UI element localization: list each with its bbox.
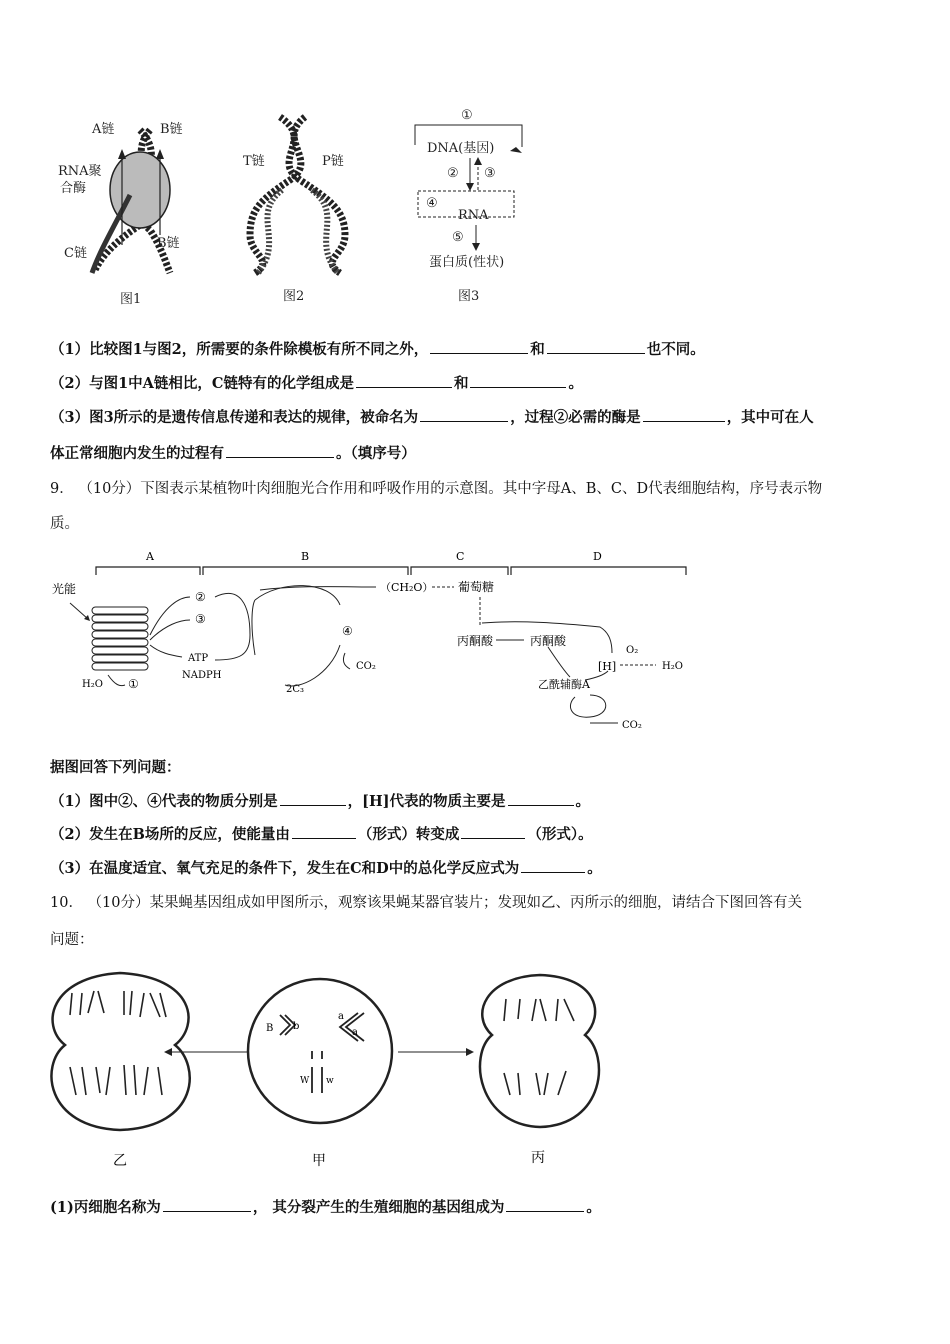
answer-blank[interactable]	[226, 443, 334, 458]
answer-blank[interactable]	[506, 1197, 584, 1212]
parent-strand-1	[250, 117, 305, 273]
cell-bing-membrane	[480, 975, 599, 1127]
arrowhead-reverse	[474, 157, 482, 165]
q9-stem-line1: 9． （10分）下图表示某植物叶肉细胞光合作用和呼吸作用的示意图。其中字母A、B、C、D代表细胞结构，序号表示物	[50, 481, 823, 497]
q8-part2: （2）与图1中A链相比，C链特有的化学组成是 和 。	[50, 375, 583, 392]
answer-blank[interactable]	[280, 791, 346, 806]
gene-a-1: a	[338, 1011, 344, 1022]
citric-acid-cycle	[570, 695, 605, 717]
region-label-a: A	[146, 550, 154, 563]
label-step2: ②	[447, 166, 459, 181]
label-h: [H]	[598, 660, 617, 673]
region-brackets	[96, 567, 686, 575]
cell-jia-membrane	[248, 979, 392, 1123]
label-jia: 甲	[312, 1153, 326, 1169]
answer-blank[interactable]	[643, 407, 725, 422]
answer-blank[interactable]	[292, 824, 356, 839]
region-label-d: D	[593, 550, 602, 563]
arrowhead-jia-to-bing	[466, 1048, 474, 1056]
answer-blank[interactable]	[163, 1197, 251, 1212]
q10-stem-line2: 问题：	[50, 932, 94, 948]
label-dna: DNA(基因)	[427, 141, 495, 156]
caption-fig3: 图3	[458, 289, 480, 304]
label-h2o-right: H₂O	[662, 661, 683, 672]
figure-1-transcription	[58, 122, 183, 307]
gene-a-2: a	[352, 1027, 358, 1038]
caption-fig1: 图1	[120, 292, 142, 307]
q10-part1: (1)丙细胞名称为 ， 其分裂产生的生殖细胞的基因组成为 。	[50, 1199, 601, 1216]
q8-part3-cont: 体正常细胞内发生的过程有 。（填序号）	[50, 445, 416, 462]
region-label-b: B	[301, 550, 310, 563]
arrowhead-left	[118, 149, 126, 159]
gene-w-upper: W	[300, 1076, 310, 1086]
label-atp: ATP	[188, 653, 209, 664]
label-yi: 乙	[113, 1153, 127, 1169]
label-pyruvate-1: 丙酮酸	[457, 634, 494, 648]
answer-blank[interactable]	[430, 339, 528, 354]
arrowhead-jia-to-yi	[164, 1048, 172, 1056]
label-rna-polymerase-1: RNA聚	[58, 164, 102, 179]
label-rna: RNA	[458, 208, 489, 223]
label-chain-p: P链	[322, 154, 344, 169]
label-light-energy: 光能	[52, 582, 77, 596]
answer-blank[interactable]	[420, 407, 508, 422]
label-step1: ①	[461, 108, 473, 123]
label-chain-b-top: B链	[160, 122, 183, 137]
label-co2-in: CO₂	[356, 661, 376, 672]
q9-photosynthesis-respiration-diagram	[0, 545, 950, 740]
parent-strand-2	[280, 117, 345, 273]
answer-blank[interactable]	[508, 791, 574, 806]
label-c2: ②	[195, 590, 206, 604]
label-bing: 丙	[531, 1150, 545, 1166]
thylakoid-stack	[92, 607, 148, 670]
arrow-to-acetyl-coa	[548, 647, 570, 677]
label-chain-c: C链	[64, 246, 87, 261]
q10-stem-line1: 10． （10分）某果蝇基因组成如甲图所示，观察该果蝇某器官装片；发现如乙、丙所示的细胞，请结合下图回答有关	[50, 895, 803, 911]
label-chain-a: A链	[92, 122, 115, 137]
label-ch2o: （CH₂O）	[380, 581, 434, 594]
q8-part3: （3）图3所示的是遗传信息传递和表达的规律，被命名为 ，过程②必需的酶是 ，其中可在人	[50, 409, 814, 426]
loop-arrowhead	[510, 147, 522, 153]
region-label-c: C	[456, 550, 465, 563]
label-c1: ①	[128, 677, 139, 691]
chromosomes-yi	[70, 991, 166, 1095]
label-chain-t: T链	[243, 154, 265, 169]
label-o2: O₂	[626, 645, 639, 656]
label-c4: ④	[342, 624, 353, 638]
label-glucose: 葡萄糖	[458, 580, 495, 594]
q9-part2: （2）发生在B场所的反应，使能量由 （形式）转变成 （形式）。	[50, 826, 593, 843]
figure-3-central-dogma	[415, 108, 522, 304]
label-co2-out: CO₂	[622, 720, 642, 731]
answer-blank[interactable]	[521, 858, 585, 873]
q10-cell-division-diagram	[0, 955, 950, 1180]
label-pyruvate-2: 丙酮酸	[530, 634, 567, 648]
label-h2o-left: H₂O	[82, 679, 103, 690]
figure-top-row	[0, 95, 950, 320]
answer-blank[interactable]	[461, 824, 525, 839]
label-2c3: 2C₃	[286, 684, 305, 695]
q9-intro: 据图回答下列问题：	[50, 759, 181, 776]
answer-blank[interactable]	[547, 339, 645, 354]
q8-part1: （1）比较图1与图2，所需要的条件除模板有所不同之外， 和 也不同。	[50, 341, 705, 358]
label-protein: 蛋白质(性状)	[429, 255, 505, 270]
label-step5: ⑤	[452, 230, 464, 245]
chromosomes-bing	[504, 999, 574, 1095]
gene-b-upper: B	[266, 1023, 274, 1034]
label-nadph: NADPH	[182, 670, 222, 681]
q9-stem-line2: 质。	[50, 516, 79, 532]
label-rna-polymerase-2: 合酶	[60, 181, 87, 196]
caption-fig2: 图2	[283, 289, 305, 304]
arrowhead-right	[156, 149, 164, 159]
arrow-light	[70, 603, 88, 619]
label-chain-b-bottom: B链	[157, 236, 180, 251]
q9-part3: （3）在温度适宜、氧气充足的条件下，发生在C和D中的总化学反应式为 。	[50, 860, 602, 877]
q9-part1: （1）图中②、④代表的物质分别是 ，[H]代表的物质主要是 。	[50, 793, 591, 810]
arrowhead-translation	[472, 243, 480, 251]
gene-b-lower: b	[293, 1021, 300, 1032]
figure-2-replication	[243, 117, 345, 304]
answer-blank[interactable]	[470, 373, 566, 388]
label-c3: ③	[195, 612, 206, 626]
label-acetyl-coa: 乙酰辅酶A	[538, 678, 590, 691]
label-step3: ③	[484, 166, 496, 181]
gene-w-lower: w	[326, 1076, 334, 1086]
answer-blank[interactable]	[356, 373, 452, 388]
arrowhead-transcription	[466, 183, 474, 191]
label-step4: ④	[426, 196, 438, 211]
